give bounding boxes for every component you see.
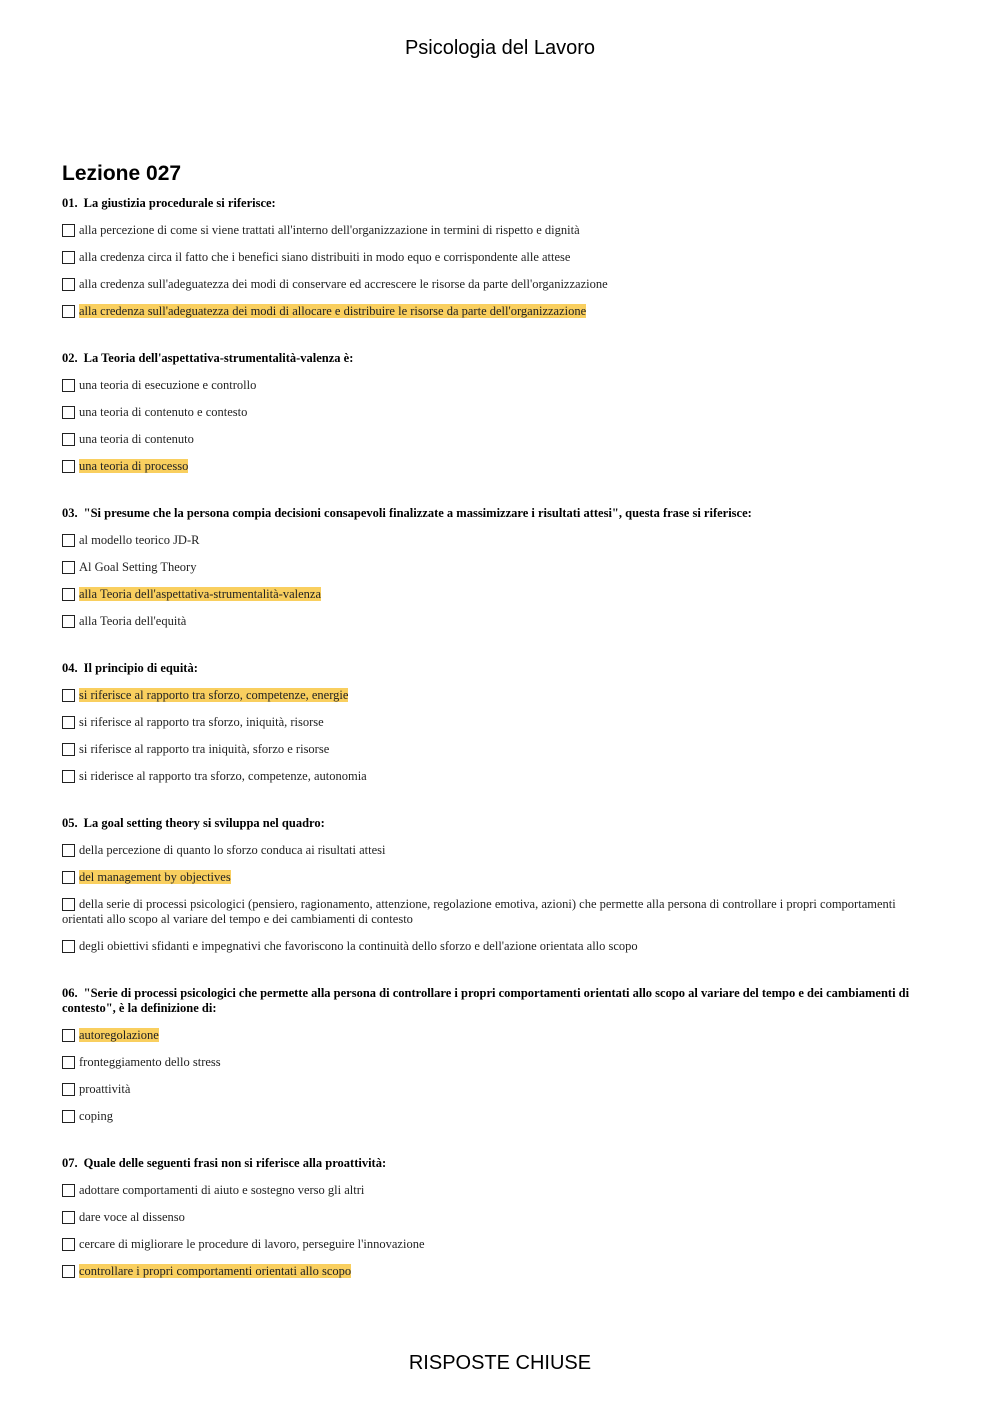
answer-option[interactable] bbox=[62, 533, 938, 548]
answer-text: della serie di processi psicologici (pensiero, ragionamento, attenzione, regolazione emotiva, azioni) che permette alla persona di controllare i propri comportamenti orientati allo scopo al variare del tempo e dei cambiamenti di contesto bbox=[62, 897, 896, 926]
checkbox-icon[interactable] bbox=[62, 1110, 75, 1123]
answer-text: alla credenza circa il fatto che i benefici siano distribuiti in modo equo e corrispondente alle attese bbox=[79, 250, 571, 264]
answer-option[interactable] bbox=[62, 250, 938, 265]
question-text: "Si presume che la persona compia decisioni consapevoli finalizzate a massimizzare i risultati attesi", questa frase si riferisce: bbox=[83, 506, 752, 520]
answer-option[interactable] bbox=[62, 587, 938, 602]
question-number: 01. bbox=[62, 196, 78, 210]
correct-answer-text: una teoria di processo bbox=[79, 459, 189, 473]
correct-answer-text: del management by objectives bbox=[79, 870, 231, 884]
answer-text: della percezione di quanto lo sforzo conduca ai risultati attesi bbox=[79, 843, 386, 857]
question-4 bbox=[62, 661, 938, 676]
checkbox-icon[interactable] bbox=[62, 433, 75, 446]
answer-option[interactable] bbox=[62, 742, 938, 757]
answer-text: si riderisce al rapporto tra sforzo, competenze, autonomia bbox=[79, 769, 367, 783]
question-7 bbox=[62, 1156, 938, 1171]
question-number: 05. bbox=[62, 816, 78, 830]
checkbox-icon[interactable] bbox=[62, 588, 75, 601]
answer-text: Al Goal Setting Theory bbox=[79, 560, 197, 574]
correct-answer-text: si riferisce al rapporto tra sforzo, competenze, energie bbox=[79, 688, 349, 702]
checkbox-icon[interactable] bbox=[62, 1184, 75, 1197]
checkbox-icon[interactable] bbox=[62, 1265, 75, 1278]
question-text: La goal setting theory si sviluppa nel quadro: bbox=[83, 816, 325, 830]
question-3 bbox=[62, 506, 938, 521]
question-text: La Teoria dell'aspettativa-strumentalità-valenza è: bbox=[83, 351, 354, 365]
answer-option[interactable] bbox=[62, 1055, 938, 1070]
checkbox-icon[interactable] bbox=[62, 844, 75, 857]
question-list bbox=[62, 196, 938, 1279]
question-2 bbox=[62, 351, 938, 366]
answer-text: dare voce al dissenso bbox=[79, 1210, 185, 1224]
answer-option[interactable] bbox=[62, 843, 938, 858]
answer-option[interactable] bbox=[62, 405, 938, 420]
checkbox-icon[interactable] bbox=[62, 615, 75, 628]
question-6 bbox=[62, 986, 938, 1016]
checkbox-icon[interactable] bbox=[62, 1083, 75, 1096]
correct-answer-text: controllare i propri comportamenti orientati allo scopo bbox=[79, 1264, 352, 1278]
answer-text: si riferisce al rapporto tra iniquità, sforzo e risorse bbox=[79, 742, 330, 756]
checkbox-icon[interactable] bbox=[62, 1211, 75, 1224]
answer-option[interactable] bbox=[62, 560, 938, 575]
answer-option[interactable] bbox=[62, 1109, 938, 1124]
checkbox-icon[interactable] bbox=[62, 534, 75, 547]
answer-option[interactable] bbox=[62, 304, 938, 319]
answer-text: si riferisce al rapporto tra sforzo, iniquità, risorse bbox=[79, 715, 324, 729]
answer-option[interactable] bbox=[62, 614, 938, 629]
answer-option[interactable] bbox=[62, 870, 938, 885]
checkbox-icon[interactable] bbox=[62, 251, 75, 264]
checkbox-icon[interactable] bbox=[62, 1056, 75, 1069]
question-text: "Serie di processi psicologici che permette alla persona di controllare i propri comportamenti orientati allo scopo al variare del tempo e dei cambiamenti di contesto", è la definizione di: bbox=[62, 986, 910, 1015]
answer-option[interactable] bbox=[62, 1028, 938, 1043]
answer-option[interactable] bbox=[62, 1082, 938, 1097]
answer-text: alla percezione di come si viene trattati all'interno dell'organizzazione in termini di rispetto e dignità bbox=[79, 223, 580, 237]
answer-option[interactable] bbox=[62, 1264, 938, 1279]
answer-text: proattività bbox=[79, 1082, 131, 1096]
question-text: La giustizia procedurale si riferisce: bbox=[83, 196, 276, 210]
checkbox-icon[interactable] bbox=[62, 224, 75, 237]
answer-option[interactable] bbox=[62, 939, 938, 954]
answer-option[interactable] bbox=[62, 459, 938, 474]
page-header-title: Psicologia del Lavoro bbox=[404, 37, 596, 59]
question-text: Quale delle seguenti frasi non si riferisce alla proattività: bbox=[83, 1156, 387, 1170]
answer-text: una teoria di contenuto bbox=[79, 432, 194, 446]
answer-text: coping bbox=[79, 1109, 114, 1123]
question-number: 04. bbox=[62, 661, 78, 675]
question-text: Il principio di equità: bbox=[83, 661, 198, 675]
question-number: 07. bbox=[62, 1156, 78, 1170]
answer-option[interactable] bbox=[62, 378, 938, 393]
answer-option[interactable] bbox=[62, 1237, 938, 1252]
answer-text: una teoria di contenuto e contesto bbox=[79, 405, 248, 419]
question-number: 02. bbox=[62, 351, 78, 365]
answer-text: alla Teoria dell'equità bbox=[79, 614, 187, 628]
question-1 bbox=[62, 196, 938, 211]
answer-text: al modello teorico JD-R bbox=[79, 533, 200, 547]
page-footer-text: RISPOSTE CHIUSE bbox=[408, 1352, 592, 1374]
answer-option[interactable] bbox=[62, 769, 938, 784]
answer-text: una teoria di esecuzione e controllo bbox=[79, 378, 257, 392]
checkbox-icon[interactable] bbox=[62, 689, 75, 702]
answer-option[interactable] bbox=[62, 277, 938, 292]
checkbox-icon[interactable] bbox=[62, 278, 75, 291]
answer-text: fronteggiamento dello stress bbox=[79, 1055, 221, 1069]
question-5 bbox=[62, 816, 938, 831]
correct-answer-text: alla credenza sull'adeguatezza dei modi di allocare e distribuire le risorse da parte dell'organizzazione bbox=[79, 304, 587, 318]
checkbox-icon[interactable] bbox=[62, 561, 75, 574]
checkbox-icon[interactable] bbox=[62, 770, 75, 783]
question-number: 06. bbox=[62, 986, 78, 1000]
checkbox-icon[interactable] bbox=[62, 871, 75, 884]
checkbox-icon[interactable] bbox=[62, 898, 75, 911]
checkbox-icon[interactable] bbox=[62, 406, 75, 419]
answer-option[interactable] bbox=[62, 1210, 938, 1225]
checkbox-icon[interactable] bbox=[62, 305, 75, 318]
checkbox-icon[interactable] bbox=[62, 1029, 75, 1042]
question-number: 03. bbox=[62, 506, 78, 520]
checkbox-icon[interactable] bbox=[62, 1238, 75, 1251]
answer-option[interactable] bbox=[62, 223, 938, 238]
answer-text: adottare comportamenti di aiuto e sostegno verso gli altri bbox=[79, 1183, 365, 1197]
answer-text: alla credenza sull'adeguatezza dei modi di conservare ed accrescere le risorse da parte dell'organizzazione bbox=[79, 277, 608, 291]
answer-text: degli obiettivi sfidanti e impegnativi che favoriscono la continuità dello sforzo e dell'azione orientata allo scopo bbox=[79, 939, 638, 953]
checkbox-icon[interactable] bbox=[62, 379, 75, 392]
checkbox-icon[interactable] bbox=[62, 743, 75, 756]
correct-answer-text: alla Teoria dell'aspettativa-strumentalità-valenza bbox=[79, 587, 322, 601]
correct-answer-text: autoregolazione bbox=[79, 1028, 159, 1042]
answer-option[interactable] bbox=[62, 688, 938, 703]
answer-option[interactable] bbox=[62, 432, 938, 447]
checkbox-icon[interactable] bbox=[62, 716, 75, 729]
answer-option[interactable] bbox=[62, 897, 938, 927]
answer-text: cercare di migliorare le procedure di lavoro, perseguire l'innovazione bbox=[79, 1237, 425, 1251]
checkbox-icon[interactable] bbox=[62, 940, 75, 953]
checkbox-icon[interactable] bbox=[62, 460, 75, 473]
lesson-title: Lezione 027 bbox=[62, 162, 182, 185]
answer-option[interactable] bbox=[62, 1183, 938, 1198]
answer-option[interactable] bbox=[62, 715, 938, 730]
